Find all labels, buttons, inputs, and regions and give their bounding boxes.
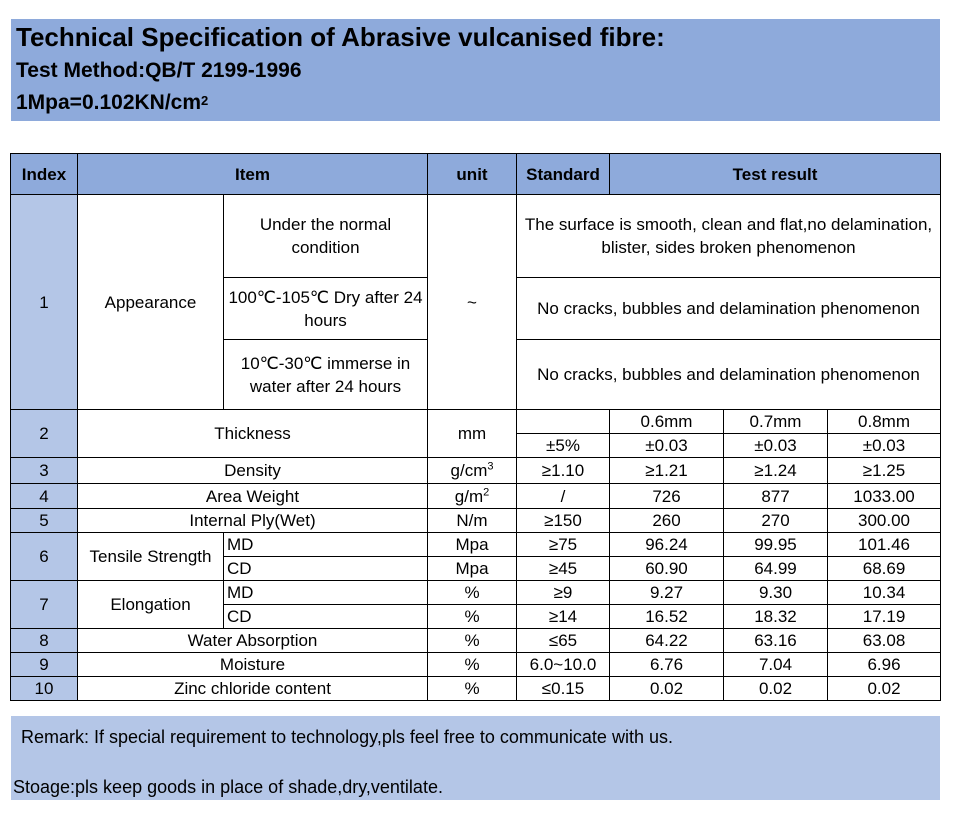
row-result: 7.04 [724,653,828,677]
row-item: Appearance [78,195,224,410]
table-header-row [11,154,941,195]
table-row [11,484,941,509]
row-direction: CD [224,557,428,581]
row-standard: ≤65 [517,629,610,653]
row-unit: ~ [428,195,517,410]
row-result: 64.99 [724,557,828,581]
spec-table [10,153,941,701]
thickness-size: 0.6mm [610,410,724,434]
row-unit [428,458,517,484]
thickness-size: 0.8mm [828,410,941,434]
row-index: 7 [11,581,78,629]
row-item: Moisture [78,653,428,677]
header-standard: Standard [517,154,610,195]
row-result: ≥1.24 [724,458,828,484]
row-item: Density [78,458,428,484]
row-standard: ±5% [517,434,610,458]
spec-header [11,19,940,121]
row-direction: CD [224,605,428,629]
row-result: 10.34 [828,581,941,605]
row-standard: ≥9 [517,581,610,605]
row-standard: ≥1.10 [517,458,610,484]
appearance-condition: 10℃-30℃ immerse in water after 24 hours [224,340,428,410]
row-result: 101.46 [828,533,941,557]
unit-sup: 2 [483,485,490,498]
row-standard: ≥150 [517,509,610,533]
unit-conversion-sup: 2 [201,93,209,108]
row-index: 5 [11,509,78,533]
row-unit: mm [428,410,517,458]
appearance-condition: 100℃-105℃ Dry after 24 hours [224,278,428,340]
row-result: 1033.00 [828,484,941,509]
row-result: 0.02 [610,677,724,701]
row-unit: % [428,581,517,605]
table-row [11,677,941,701]
standard-blank [517,410,610,434]
row-item: Area Weight [78,484,428,509]
row-index: 10 [11,677,78,701]
row-result: 726 [610,484,724,509]
row-unit: Mpa [428,533,517,557]
row-result: 64.22 [610,629,724,653]
table-row [11,509,941,533]
row-standard: ≥14 [517,605,610,629]
row-unit: Mpa [428,557,517,581]
row-result: 9.30 [724,581,828,605]
table-row [11,581,941,605]
unit-sup: 3 [487,460,494,473]
row-item: Internal Ply(Wet) [78,509,428,533]
row-item: Thickness [78,410,428,458]
row-direction: MD [224,533,428,557]
row-index: 4 [11,484,78,509]
row-unit: % [428,629,517,653]
row-index: 6 [11,533,78,581]
row-standard: ≤0.15 [517,677,610,701]
test-method: Test Method:QB/T 2199-1996 [16,59,302,82]
table-row [11,629,941,653]
row-standard: ≥75 [517,533,610,557]
row-item: Water Absorption [78,629,428,653]
row-unit: % [428,605,517,629]
row-result: 68.69 [828,557,941,581]
header-test-result: Test result [610,154,941,195]
unit-text: g/cm [450,461,488,480]
page-title: Technical Specification of Abrasive vulcanised fibre: [16,22,665,52]
row-result: 63.16 [724,629,828,653]
thickness-size: 0.7mm [724,410,828,434]
row-result: 18.32 [724,605,828,629]
table-row [11,533,941,557]
row-result: ≥1.25 [828,458,941,484]
row-standard: / [517,484,610,509]
storage-text: Stoage:pls keep goods in place of shade,dry,ventilate. [13,777,443,797]
appearance-result: The surface is smooth, clean and flat,no delamination, blister, sides broken phenomenon [517,195,941,278]
row-index: 1 [11,195,78,410]
row-index: 9 [11,653,78,677]
row-result: 9.27 [610,581,724,605]
row-unit: N/m [428,509,517,533]
header-index: Index [11,154,78,195]
row-result: 260 [610,509,724,533]
row-standard: ≥45 [517,557,610,581]
row-result: 0.02 [724,677,828,701]
row-result: 99.95 [724,533,828,557]
table-row [11,195,941,278]
row-result: ±0.03 [724,434,828,458]
appearance-result: No cracks, bubbles and delamination phenomenon [517,340,941,410]
table-row [11,653,941,677]
row-result: 96.24 [610,533,724,557]
header-item: Item [78,154,428,195]
row-index: 3 [11,458,78,484]
row-unit: % [428,653,517,677]
row-result: 6.76 [610,653,724,677]
unit-conversion [16,88,208,118]
row-index: 8 [11,629,78,653]
row-result: 270 [724,509,828,533]
appearance-condition: Under the normal condition [224,195,428,278]
row-item: Tensile Strength [78,533,224,581]
unit-conversion-text: 1Mpa=0.102KN/cm [16,91,202,114]
row-result: 6.96 [828,653,941,677]
remark-text: Remark: If special requirement to technology,pls feel free to communicate with us. [21,727,673,747]
row-unit [428,484,517,509]
row-unit: % [428,677,517,701]
row-result: ±0.03 [828,434,941,458]
row-index: 2 [11,410,78,458]
unit-text: g/m [454,486,484,506]
row-direction: MD [224,581,428,605]
row-item: Zinc chloride content [78,677,428,701]
row-result: 63.08 [828,629,941,653]
row-result: 16.52 [610,605,724,629]
row-result: 300.00 [828,509,941,533]
row-result: ±0.03 [610,434,724,458]
header-unit: unit [428,154,517,195]
table-row [11,458,941,484]
row-result: 17.19 [828,605,941,629]
row-result: 60.90 [610,557,724,581]
table-row [11,410,941,434]
appearance-result: No cracks, bubbles and delamination phenomenon [517,278,941,340]
row-standard: 6.0~10.0 [517,653,610,677]
remark-box [11,716,940,800]
row-result: 0.02 [828,677,941,701]
row-result: ≥1.21 [610,458,724,484]
row-result: 877 [724,484,828,509]
row-item: Elongation [78,581,224,629]
